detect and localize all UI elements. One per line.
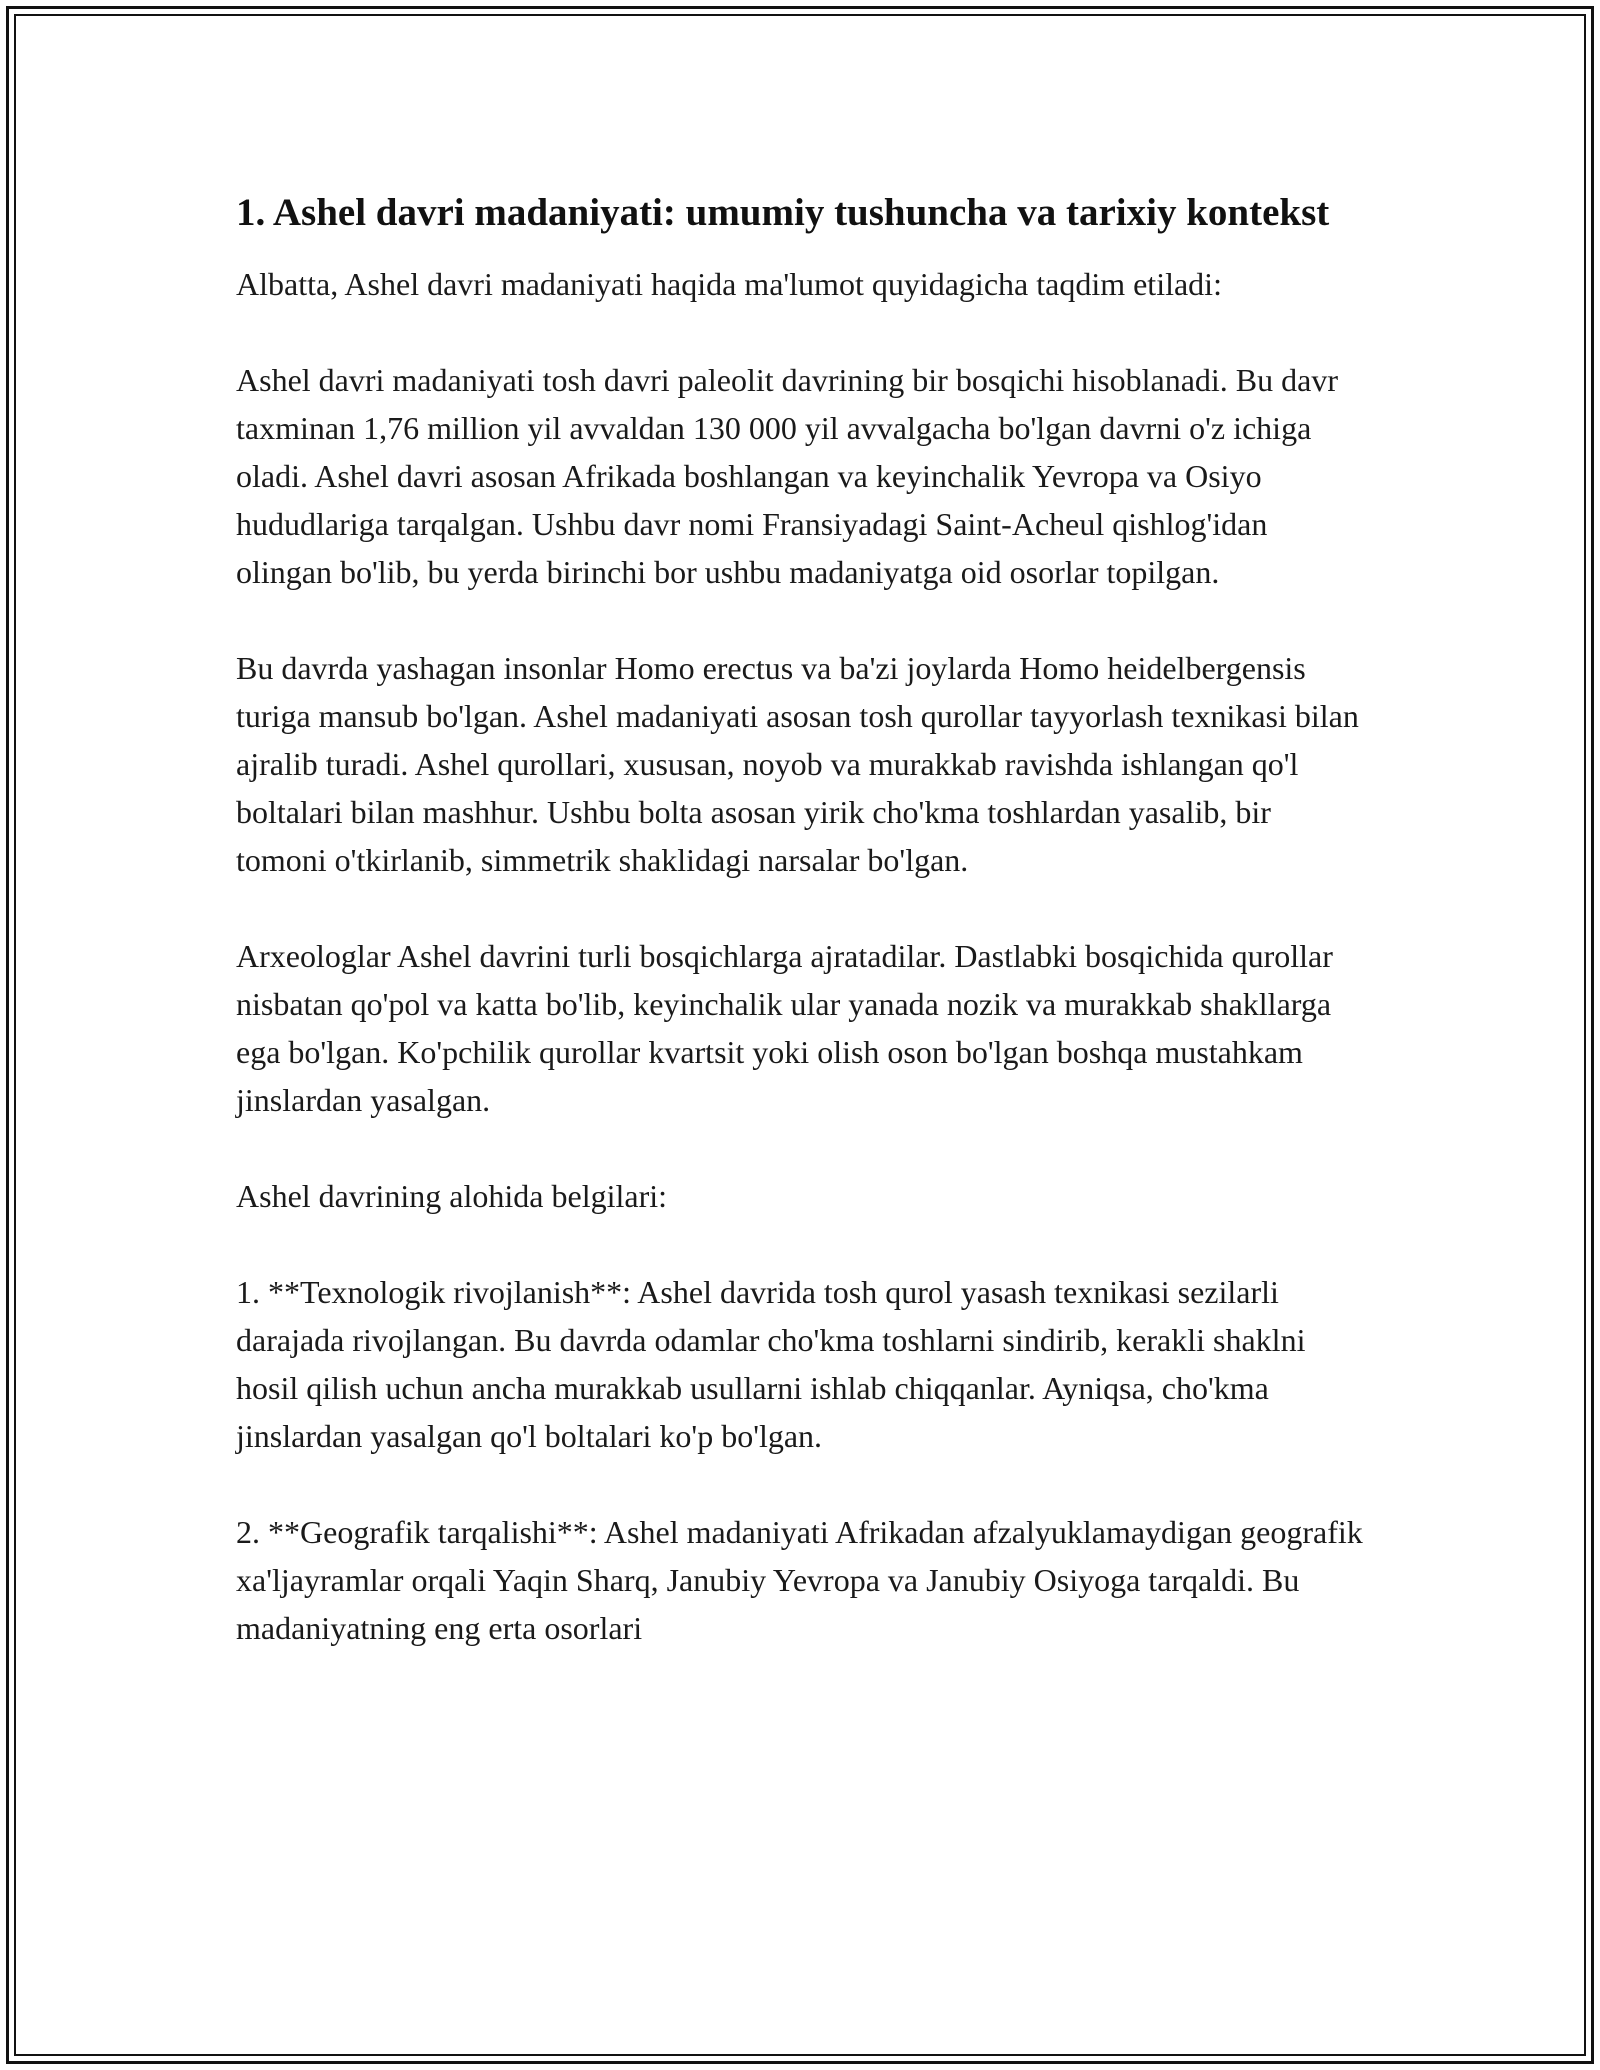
stages-paragraph: Arxeologlar Ashel davrini turli bosqichlarga ajratadilar. Dastlabki bosqichida qurollar nisbatan qo'pol va katta bo'lib, keyinchalik ular yanada nozik va murakkab shakllarga ega bo'lgan. Ko'pchilik qurollar kvartsit yoki olish oson bo'lgan boshqa mustahkam jinslardan yasalgan. xyxy=(236,938,1333,1118)
document-body xyxy=(236,186,1366,1652)
intro-paragraph: Albatta, Ashel davri madaniyati haqida ma'lumot quyidagicha taqdim etiladi: xyxy=(236,266,1222,302)
section-heading: 1. Ashel davri madaniyati: umumiy tushuncha va tarixiy kontekst xyxy=(236,191,1330,234)
overview-paragraph: Ashel davri madaniyati tosh davri paleolit davrining bir bosqichi hisoblanadi. Bu davr taxminan 1,76 million yil avvaldan 130 000 yil avvalgacha bo'lgan davrni o'z ichiga oladi. Ashel davri asosan Afrikada boshlangan va keyinchalik Yevropa va Osiyo hududlariga tarqalgan. Ushbu davr nomi Fransiyadagi Saint-Acheul qishlog'idan olingan bo'lib, bu yerda birinchi bor ushbu madaniyatga oid osorlar topilgan. xyxy=(236,362,1338,590)
people-tools-paragraph: Bu davrda yashagan insonlar Homo erectus va ba'zi joylarda Homo heidelbergensis turiga mansub bo'lgan. Ashel madaniyati asosan tosh qurollar tayyorlash texnikasi bilan ajralib turadi. Ashel qurollari, xususan, noyob va murakkab ravishda ishlangan qo'l boltalari bilan mashhur. Ushbu bolta asosan yirik cho'kma toshlardan yasalib, bir tomoni o'tkirlanib, simmetrik shaklidagi narsalar bo'lgan. xyxy=(236,650,1359,878)
features-intro-paragraph: Ashel davrining alohida belgilari: xyxy=(236,1178,667,1214)
feature-geography-paragraph: 2. **Geografik tarqalishi**: Ashel madaniyati Afrikadan afzalyuklamaydigan geografik xa'ljayramlar orqali Yaqin Sharq, Janubiy Yevropa va Janubiy Osiyoga tarqaldi. Bu madaniyatning eng erta osorlari xyxy=(236,1514,1363,1646)
feature-technology-paragraph: 1. **Texnologik rivojlanish**: Ashel davrida tosh qurol yasash texnikasi sezilarli darajada rivojlangan. Bu davrda odamlar cho'kma toshlarni sindirib, kerakli shaklni hosil qilish uchun ancha murakkab usullarni ishlab chiqqanlar. Ayniqsa, cho'kma jinslardan yasalgan qo'l boltalari ko'p bo'lgan. xyxy=(236,1274,1306,1454)
